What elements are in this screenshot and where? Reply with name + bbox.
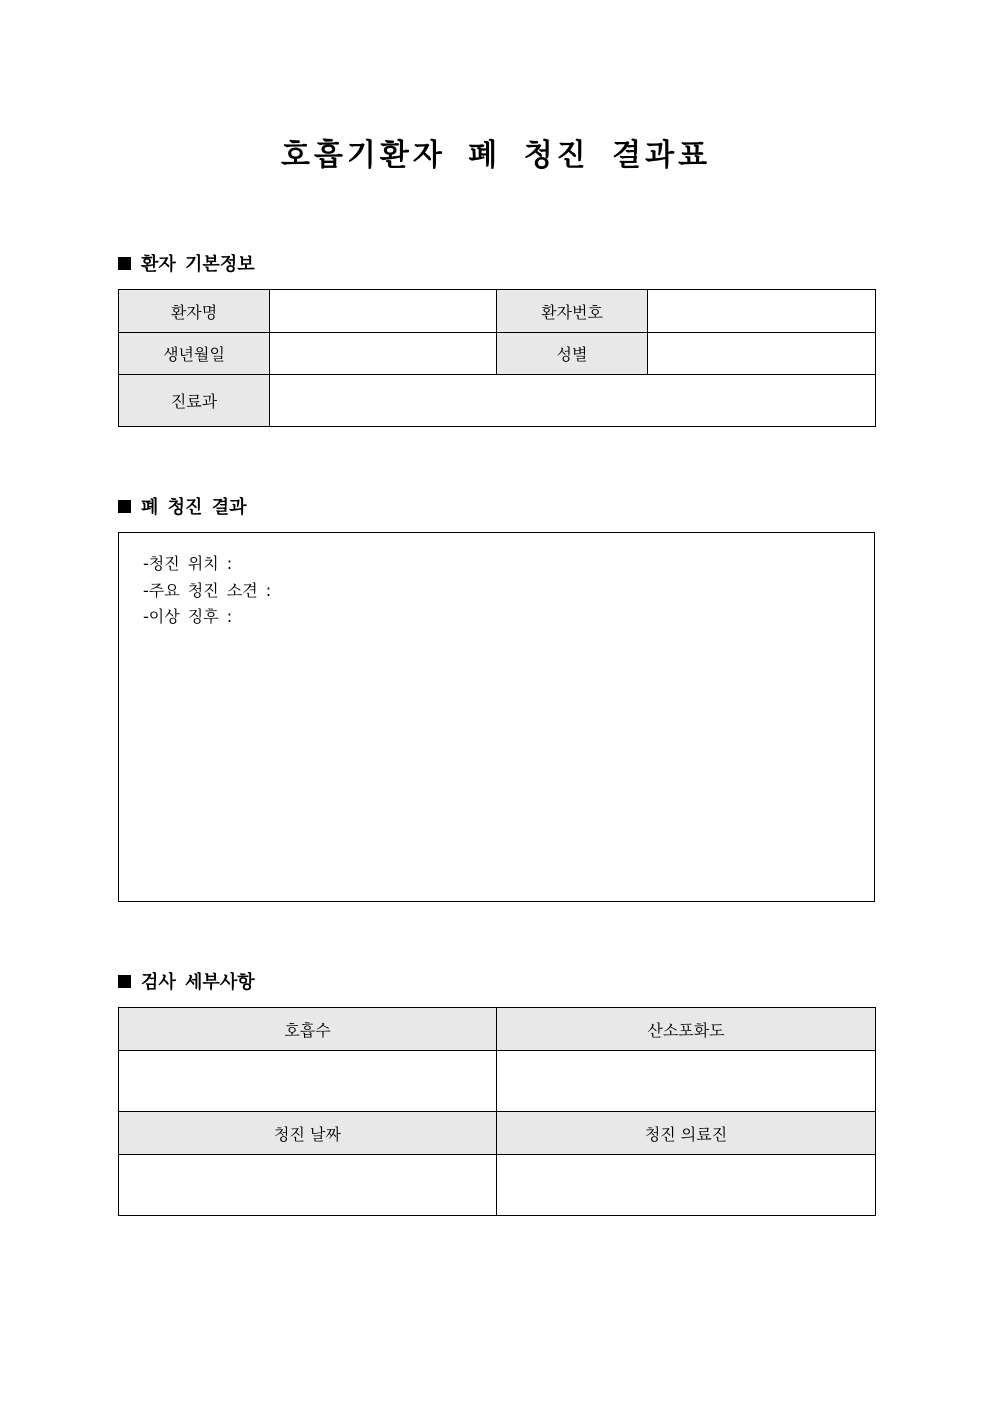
- table-row: [119, 1155, 876, 1216]
- page-title: 호흡기환자 폐 청진 결과표: [280, 138, 712, 173]
- patient-name-label: 환자명: [119, 290, 270, 333]
- department-label: 진료과: [119, 375, 270, 427]
- auscultation-result-box[interactable]: [118, 532, 875, 902]
- table-row: [119, 375, 876, 427]
- section-heading-details: [118, 970, 255, 996]
- auscultation-date-label: 청진 날짜: [119, 1112, 497, 1155]
- respiratory-rate-field[interactable]: [119, 1051, 497, 1112]
- auscultation-result-lines: [143, 551, 271, 631]
- auscultation-findings-line: -주요 청진 소견 :: [143, 580, 272, 600]
- patient-number-field[interactable]: [648, 290, 876, 333]
- square-bullet-icon: [118, 500, 131, 513]
- section-heading-text: 검사 세부사항: [141, 972, 255, 993]
- exam-details-table: [118, 1007, 876, 1216]
- table-row: [119, 1008, 876, 1051]
- sex-label: 성별: [497, 333, 648, 375]
- table-row: [119, 1051, 876, 1112]
- auscultation-staff-field[interactable]: [497, 1155, 876, 1216]
- department-field[interactable]: [270, 375, 876, 427]
- auscultation-staff-label: 청진 의료진: [497, 1112, 876, 1155]
- auscultation-location-line: -청진 위치 :: [143, 554, 233, 573]
- square-bullet-icon: [118, 975, 131, 988]
- section-heading-text: 폐 청진 결과: [141, 497, 247, 518]
- birth-date-label: 생년월일: [119, 333, 270, 375]
- abnormal-signs-line: -이상 징후 :: [143, 607, 233, 626]
- square-bullet-icon: [118, 257, 131, 270]
- oxygen-saturation-field[interactable]: [497, 1051, 876, 1112]
- sex-field[interactable]: [648, 333, 876, 375]
- table-row: [119, 333, 876, 375]
- section-heading-text: 환자 기본정보: [141, 254, 255, 275]
- patient-info-table: [118, 289, 876, 427]
- oxygen-saturation-label: 산소포화도: [497, 1008, 876, 1051]
- respiratory-rate-label: 호흡수: [119, 1008, 497, 1051]
- birth-date-field[interactable]: [270, 333, 497, 375]
- table-row: [119, 290, 876, 333]
- section-heading-auscultation: [118, 495, 246, 521]
- table-row: [119, 1112, 876, 1155]
- patient-number-label: 환자번호: [497, 290, 648, 333]
- patient-name-field[interactable]: [270, 290, 497, 333]
- auscultation-date-field[interactable]: [119, 1155, 497, 1216]
- section-heading-patient-info: [118, 252, 255, 278]
